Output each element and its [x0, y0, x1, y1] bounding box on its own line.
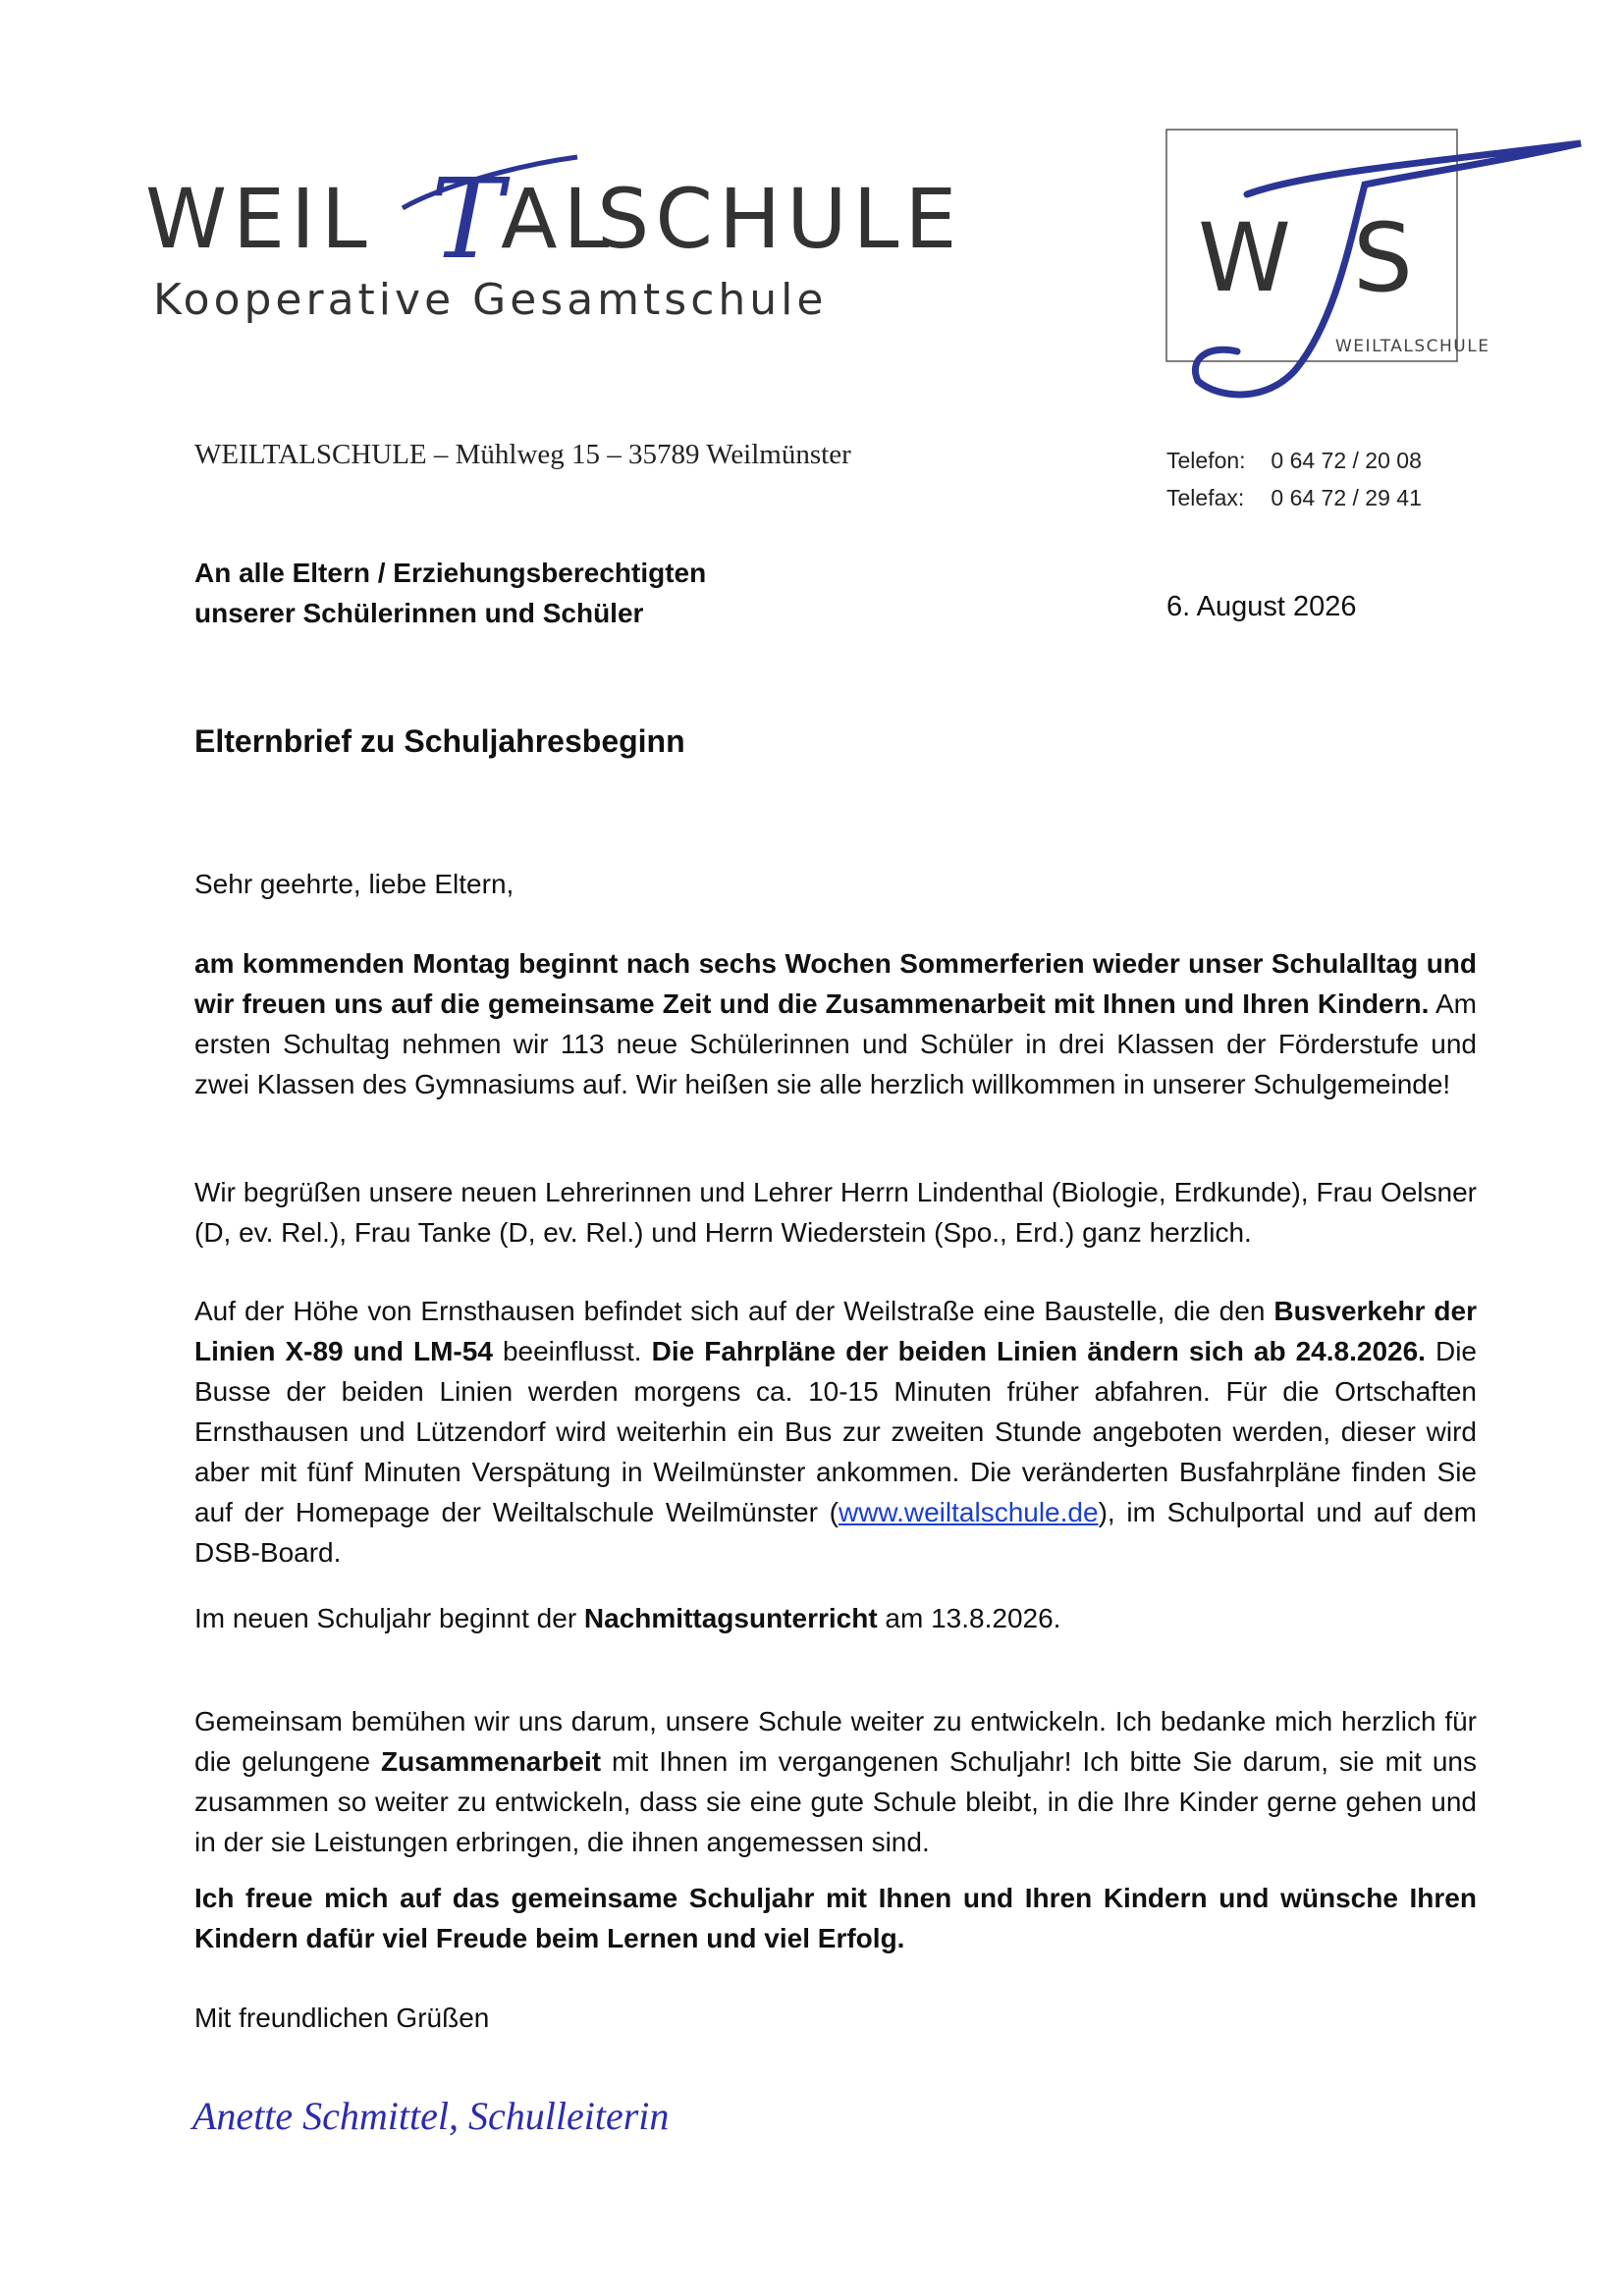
paragraph-4-a: Im neuen Schuljahr beginnt der — [194, 1603, 584, 1633]
paragraph-1-bold: am kommenden Montag beginnt nach sechs Wochen Sommerferien wieder unser Schulalltag und wir freuen uns auf die gemeinsame Zeit und die Zusammenarbeit mit Ihnen und Ihren Kindern. — [194, 948, 1477, 1019]
recipient-line-1: An alle Eltern / Erziehungsberechtigten — [194, 558, 707, 588]
wordmark-al: AL — [501, 171, 616, 267]
paragraph-3-a: Auf der Höhe von Ernsthausen befindet sich auf der Weilstraße eine Baustelle, die den — [194, 1296, 1274, 1326]
return-address: WEILTALSCHULE – Mühlweg 15 – 35789 Weilmünster — [194, 439, 851, 470]
paragraph-4-bold: Nachmittagsunterricht — [583, 1603, 878, 1633]
paragraph-3-e: Die Busse der beiden Linien werden morgens ca. 10-15 Minuten früher abfahren. Für die Ortschaften Ernsthausen und Lützendorf wird weiterhin ein Bus zur zweiten Stunde angeboten werden, dieser wird aber mit fünf Minuten Verspätung in Weilmünster ankommen. Die veränderten Busfahrpläne finden Sie auf der Homepage der Weiltalschule Weilmünster ( — [194, 1336, 1478, 1527]
fax-label: Telefax: — [1166, 485, 1245, 510]
phone-number: 0 64 72 / 20 08 — [1271, 448, 1422, 473]
logo-graphic — [1100, 124, 1591, 408]
paragraph-3-schedule-change: Die Fahrpläne der beiden Linien ändern sich ab 24.8.2026. — [651, 1336, 1426, 1366]
paragraph-4-c: am 13.8.2026. — [877, 1603, 1061, 1633]
closing: Mit freundlichen Grüßen — [194, 2002, 490, 2033]
school-wordmark — [145, 147, 970, 334]
letter-date: 6. August 2026 — [1166, 591, 1357, 622]
phone-line — [1166, 448, 1422, 474]
paragraph-5-c: mit Ihnen im vergangenen Schuljahr! Ich bitte Sie darum, sie mit uns zusammen so weiter zu entwickeln, dass sie eine gute Schule bleibt, in die Ihre Kinder gerne gehen und in der sie Leistungen erbringen, die ihnen angemessen sind. — [194, 1746, 1477, 1857]
letter-subject: Elternbrief zu Schuljahresbeginn — [194, 723, 685, 759]
wordmark-t: T — [430, 156, 504, 284]
paragraph-4 — [194, 1598, 1477, 1638]
paragraph-3-bus-lines: Busverkehr der Linien X-89 und LM-54 — [194, 1296, 1477, 1366]
fax-number: 0 64 72 / 29 41 — [1271, 485, 1422, 510]
fax-line — [1166, 485, 1422, 511]
wordmark-graphic — [145, 147, 970, 334]
recipient-line-2: unserer Schülerinnen und Schüler — [194, 598, 644, 628]
logo-letter-w: W — [1198, 203, 1291, 313]
wordmark-subtitle: Kooperative Gesamtschule — [153, 275, 828, 325]
school-logo — [1100, 124, 1591, 408]
wordmark-weil: WEIL — [145, 171, 373, 267]
logo-caption: WEILTALSCHULE — [1335, 337, 1490, 356]
paragraph-6-bold: Ich freue mich auf das gemeinsame Schuljahr mit Ihnen und Ihren Kindern und wünsche Ihren Kindern dafür viel Freude beim Lernen und viel Erfolg. — [194, 1883, 1477, 1953]
paragraph-5-bold: Zusammenarbeit — [380, 1746, 602, 1777]
paragraph-3-c: beeinflusst. — [492, 1336, 652, 1366]
salutation: Sehr geehrte, liebe Eltern, — [194, 869, 514, 899]
wordmark-schule: SCHULE — [597, 171, 963, 267]
logo-letter-s: S — [1353, 203, 1413, 313]
recipient-block — [194, 553, 706, 633]
paragraph-5 — [194, 1701, 1477, 1862]
paragraph-6 — [194, 1878, 1477, 1958]
paragraph-1-rest: Am ersten Schultag nehmen wir 113 neue Schülerinnen und Schüler in drei Klassen der Förderstufe und zwei Klassen des Gymnasiums auf. Wir heißen sie alle herzlich willkommen in unserer Schulgemeinde! — [194, 988, 1477, 1099]
school-website-link[interactable]: www.weiltalschule.de — [838, 1497, 1099, 1527]
paragraph-5-a: Gemeinsam bemühen wir uns darum, unsere Schule weiter zu entwickeln. Ich bedanke mich herzlich für die gelungene — [194, 1706, 1477, 1777]
signature: Anette Schmittel, Schulleiterin — [192, 2094, 670, 2138]
paragraph-1 — [194, 943, 1477, 1104]
paragraph-3-f: ), im Schulportal und auf dem DSB-Board. — [194, 1497, 1477, 1568]
phone-label: Telefon: — [1166, 448, 1246, 473]
paragraph-3 — [194, 1291, 1477, 1573]
paragraph-2: Wir begrüßen unsere neuen Lehrerinnen und Lehrer Herrn Lindenthal (Biologie, Erdkunde), Frau Oelsner (D, ev. Rel.), Frau Tanke (D, ev. Rel.) und Herrn Wiederstein (Spo., Erd.) ganz herzlich. — [194, 1177, 1477, 1248]
